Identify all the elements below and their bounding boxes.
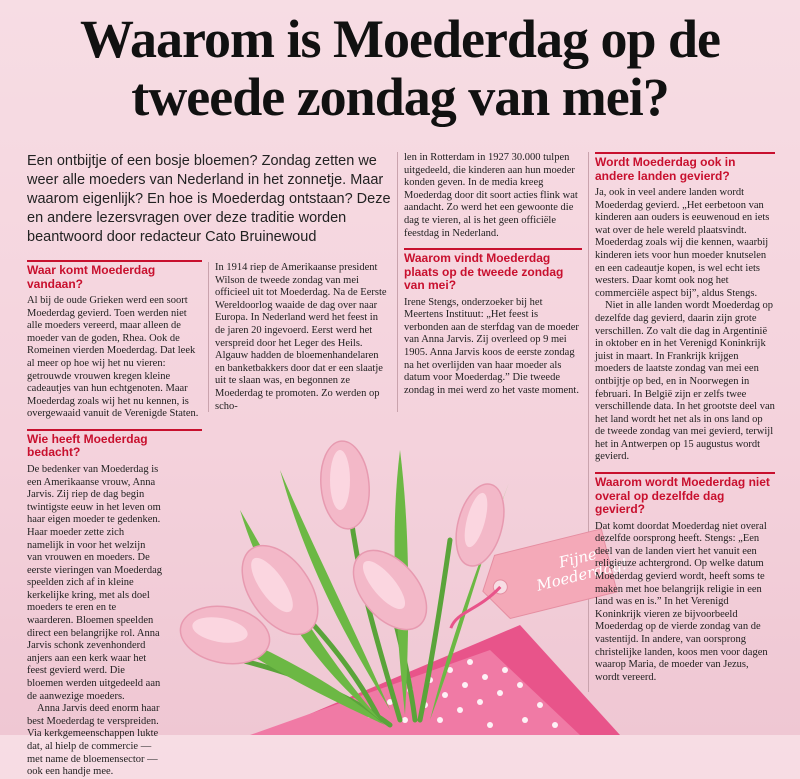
column-1 — [27, 260, 202, 779]
section-heading: Waar komt Moederdag vandaan? — [27, 260, 202, 291]
intro-text: Een ontbijtje of een bosje bloemen? Zondag zetten we weer alle moeders van Nederland in het zonnetje. Maar waarom eigenlijk? En hoe is Moederdag ontstaan? Deze en andere lezersvragen over deze traditie worden beantwoord door redacteur Cato Bruinewoud — [27, 153, 391, 245]
column-rule — [397, 152, 398, 412]
section-paragraph: In 1914 riep de Amerikaanse president Wilson de tweede zondag van mei officieel uit tot Moederdag. Na de Eerste Wereldoorlog waaide de dag over naar Europa. In Nederland werd het feest in de jaren 20 ingevoerd. Eerst werd het verspreid door het Leger des Heils. Algauw hadden de bloemenhandelaren en banketbakkers door dat er een slaatje uit te slaan was, en begonnen ze Moederdag te promoten. Zo werden op scho- — [215, 262, 387, 412]
gift-tag-text: Fijne Moederdag! — [534, 544, 630, 595]
column-rule — [208, 262, 209, 412]
section-heading: Waarom wordt Moederdag niet overal op dezelfde dag gevierd? — [595, 472, 775, 517]
section-heading: Waarom vindt Moederdag plaats op de tweede zondag van mei? — [404, 248, 582, 293]
section-paragraph: Anna Jarvis deed enorm haar best Moederdag te verspreiden. Via kerkgemeenschappen lukte dat, al hielp de commercie — met name de bloemensector — ook een handje mee. — [27, 703, 160, 778]
section-paragraph: len in Rotterdam in 1927 30.000 tulpen uitgedeeld, die kinderen aan hun moeder konden geven. In de media kreeg Moederdag door dit soort acties flink wat aandacht. Zo werd het een gewoonte die dag te vieren, al is het geen officiële feestdag in Nederland. — [404, 152, 578, 239]
column-3 — [404, 152, 582, 397]
section-paragraph: Dat komt doordat Moederdag niet overal dezelfde oorsprong heeft. Stengs: „Een deel van de landen viert het vanuit een religieuze achtergrond. Op welke datum Moederdag gevierd wordt, heeft soms te maken met hoe belangrijk religie in een land was en is.” In het Verenigd Koninkrijk vieren ze bijvoorbeeld Moederdag op de vierde zondag van de vastentijd. In andere, van oorsprong christelijke landen, koos men voor dagen waarop Maria, de moeder van Jezus, wordt vereerd. — [595, 520, 768, 683]
column-4 — [595, 152, 775, 684]
section-paragraph: De bedenker van Moederdag is een Amerikaanse vrouw, Anna Jarvis. Zij riep de dag begin twintigste eeuw in het leven om haar eigen moeder te gedenken. Haar moeder zette zich namelijk in voor het welzijn van vrouwen en moeders. De eerste vieringen van Moederdag speelden zich af in kleine kerkelijke kring, met als doel moeders te eren en te waarderen. Bloemen speelden direct een belangrijke rol. Anna Jarvis schonk zevenhonderd anjers aan een kerk waar het feest gevierd werd. Die bloemen werden uitgedeeld aan de aanwezige moeders. — [27, 463, 162, 702]
section-paragraph: Niet in alle landen wordt Moederdag op dezelfde dag gevierd, daarin zijn grote verschillen. Zo valt die dag in Argentinië in oktober en in het Verenigd Koninkrijk juist in maart. In Frankrijk krijgen moeders de laatste zondag van mei een ontbijtje op bed, en in Noorwegen in februari. In België zijn er zelfs twee verschillende data. In het grootste deel van het land wordt het net als in ons land op de tweede zondag van mei gevierd, terwijl het in Antwerpen op 15 augustus wordt gevierd. — [595, 300, 775, 463]
page-title: Waarom is Moederdag op de tweede zondag van mei? — [80, 9, 720, 127]
section-heading: Wie heeft Moederdag bedacht? — [27, 429, 202, 460]
section-paragraph: Al bij de oude Grieken werd een soort Moederdag gevierd. Toen werden niet alle moeders vereerd, maar alleen de moeder van de goden, Rhea. Ook de Romeinen vierden Moederdag. Dat leek al meer op hoe wij het nu vieren: getrouwde vrouwen kregen kleine cadeautjes van hun echtgenoten. Maar Moederdag zoals wij het nu kennen, is overgewaaid vanuit de Verenigde Staten. — [27, 295, 199, 420]
section-paragraph: Irene Stengs, onderzoeker bij het Meertens Instituut: „Het feest is verbonden aan de sterfdag van de moeder van Anna Jarvis. Zij overleed op 9 mei 1905. Anna Jarvis koos de eerste zondag na het overlijden van haar moeder als datum voor Moederdag.” Die tweede zondag in mei werd zo het vaste moment. — [404, 296, 579, 396]
section-paragraph: Ja, ook in veel andere landen wordt Moederdag gevierd. „Het eerbetoon van kinderen aan ouders is eeuwenoud en iets wat over de hele wereld plaatsvindt. Moederdag zoals wij die kennen, waarbij kinderen iets voor hun moeder knutselen en een cadeautje kopen, is wel echt iets westers. Daar komt ook nog het commerciële aspect bij”, aldus Stengs. — [595, 187, 770, 299]
column-2 — [215, 262, 390, 413]
section-heading: Wordt Moederdag ook in andere landen gevierd? — [595, 152, 775, 183]
